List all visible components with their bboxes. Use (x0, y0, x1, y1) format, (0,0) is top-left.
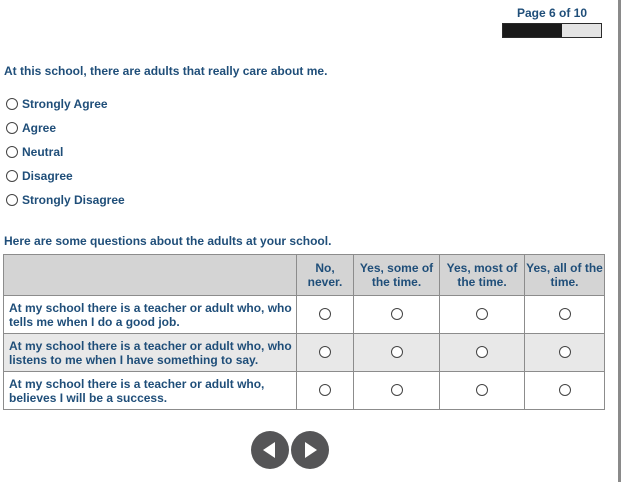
table-row (4, 334, 605, 372)
option-label: Neutral (22, 145, 64, 159)
radio-button[interactable] (319, 346, 331, 358)
radio-button[interactable] (319, 384, 331, 396)
next-button[interactable] (291, 431, 329, 469)
option-disagree[interactable] (6, 164, 125, 188)
question-2-text: Here are some questions about the adults at your school. (4, 234, 332, 248)
table-header-row (4, 255, 605, 296)
radio-button[interactable] (6, 122, 18, 134)
answer-cell[interactable] (354, 372, 440, 410)
answer-cell[interactable] (440, 372, 525, 410)
answer-cell[interactable] (297, 296, 354, 334)
radio-button[interactable] (559, 308, 571, 320)
column-header: Yes, some of the time. (354, 255, 440, 296)
answer-cell[interactable] (525, 372, 605, 410)
header-blank (4, 255, 297, 296)
row-statement: At my school there is a teacher or adult who, who listens to me when I have something to say. (4, 334, 297, 372)
option-label: Strongly Disagree (22, 193, 125, 207)
arrow-left-icon (260, 440, 280, 460)
radio-button[interactable] (476, 308, 488, 320)
progress-fill (503, 24, 562, 37)
radio-button[interactable] (476, 384, 488, 396)
radio-button[interactable] (391, 308, 403, 320)
radio-button[interactable] (391, 346, 403, 358)
question-1-options (6, 92, 125, 212)
radio-button[interactable] (391, 384, 403, 396)
answer-cell[interactable] (440, 334, 525, 372)
column-header: Yes, most of the time. (440, 255, 525, 296)
arrow-right-icon (300, 440, 320, 460)
radio-button[interactable] (476, 346, 488, 358)
progress-bar (502, 23, 602, 38)
answer-cell[interactable] (354, 296, 440, 334)
page-label: Page 6 of 10 (516, 6, 588, 20)
answer-cell[interactable] (297, 334, 354, 372)
question-1-text: At this school, there are adults that really care about me. (4, 64, 328, 78)
page-indicator (502, 6, 602, 38)
option-label: Agree (22, 121, 57, 135)
answer-cell[interactable] (297, 372, 354, 410)
answer-cell[interactable] (525, 296, 605, 334)
radio-button[interactable] (319, 308, 331, 320)
column-header: Yes, all of the time. (525, 255, 605, 296)
matrix-question-table (3, 254, 605, 410)
answer-cell[interactable] (525, 334, 605, 372)
row-statement: At my school there is a teacher or adult who, who tells me when I do a good job. (4, 296, 297, 334)
radio-button[interactable] (6, 146, 18, 158)
radio-button[interactable] (6, 170, 18, 182)
option-strongly-agree[interactable] (6, 92, 125, 116)
page-navigation (251, 431, 329, 469)
answer-cell[interactable] (354, 334, 440, 372)
radio-button[interactable] (559, 346, 571, 358)
radio-button[interactable] (6, 194, 18, 206)
radio-button[interactable] (559, 384, 571, 396)
option-agree[interactable] (6, 116, 125, 140)
row-statement: At my school there is a teacher or adult who, believes I will be a success. (4, 372, 297, 410)
table-row (4, 296, 605, 334)
option-neutral[interactable] (6, 140, 125, 164)
table-row (4, 372, 605, 410)
option-label: Disagree (22, 169, 73, 183)
answer-cell[interactable] (440, 296, 525, 334)
option-strongly-disagree[interactable] (6, 188, 125, 212)
option-label: Strongly Agree (22, 97, 108, 111)
back-button[interactable] (251, 431, 289, 469)
radio-button[interactable] (6, 98, 18, 110)
column-header: No, never. (297, 255, 354, 296)
